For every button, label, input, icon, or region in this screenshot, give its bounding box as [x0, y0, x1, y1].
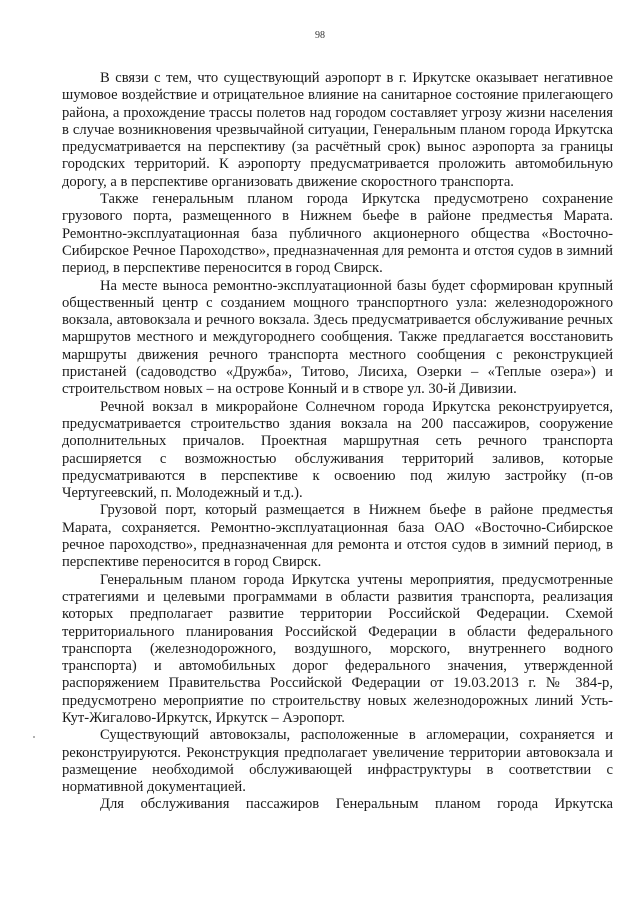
page-number: 98: [315, 30, 325, 41]
paragraph-bus-stations: Существующий автовокзалы, расположенные в агломерации, сохраняется и реконструируются. Реконструкция предполагает увеличение территории автовокзала и размещение необходимой обслуживающей инфраструктуры в соответствии с нормативной документацией.: [62, 727, 613, 796]
paragraph-river-station: Речной вокзал в микрорайоне Солнечном города Иркутска реконструируется, предусматривается строительство здания вокзала на 200 пассажиров, сооружение дополнительных причалов. Проектная маршрутная сеть речного транспорта расширяется с возможностью обслуживания территорий заливов, которые предусматриваются в перспективе к освоению под жилую застройку (п-ов Чертугеевский, п. Молодежный и т.д.).: [62, 398, 613, 502]
paragraph-airport: В связи с тем, что существующий аэропорт в г. Иркутске оказывает негативное шумовое воздействие и отрицательное влияние на санитарное состояние прилегающего района, а прохождение трассы полетов над городом составляет угрозу жизни населения в случае возникновения чрезвычайной ситуации, Генеральным планом города Иркутска предусматривается на перспективу (за расчётный срок) вынос аэропорта за границы городских территорий. К аэропорту предусматривается проложить автомобильную дорогу, а в перспективе организовать движение скоростного транспорта.: [62, 70, 613, 190]
margin-mark: [33, 736, 35, 738]
paragraph-federal-programs: Генеральным планом города Иркутска учтены мероприятия, предусмотренные стратегиями и целевыми программами в области развития транспорта, реализация которых предполагает развитие территории Российской Федерации. Схемой территориального планирования Российской Федерации в области федерального транспорта (железнодорожного, воздушного, морского, внутреннего водного транспорта) и автомобильных дорог федерального значения, утвержденной распоряжением Правительства Российской Федерации от 19.03.2013 г. № 384-р, предусмотрено мероприятие по строительству новых железнодорожных линий Усть-Кут-Жигалово-Иркутск, Иркутск – Аэропорт.: [62, 571, 613, 726]
document-body: [62, 70, 613, 814]
paragraph-passenger-service: Для обслуживания пассажиров Генеральным планом города Иркутска: [100, 796, 613, 813]
paragraph-transport-hub: На месте выноса ремонтно-эксплуатационной базы будет сформирован крупный общественный центр с созданием мощного транспортного узла: железнодорожного вокзала, автовокзала и речного вокзала. Здесь предусматривается обслуживание речных маршрутов местного и междугороднего сообщения. Также предлагается восстановить маршруты движения речного транспорта местного сообщения с реконструкцией пристаней (садоводство «Дружба», Титово, Лисиха, Озерки – «Теплые озера») и строительством новых – на острове Конный и в створе ул. 30-й Дивизии.: [62, 277, 613, 398]
paragraph-cargo-port: Также генеральным планом города Иркутска предусмотрено сохранение грузового порта, размещенного в Нижнем бьефе в районе предместья Марата. Ремонтно-эксплуатационная база публичного акционерного общества «Восточно-Сибирское Речное Пароходство», предназначенная для ремонта и отстоя судов в зимний период, в перспективе переносится в город Свирск.: [62, 191, 613, 277]
paragraph-cargo-port-preserved: Грузовой порт, который размещается в Нижнем бьефе в районе предместья Марата, сохраняется. Ремонтно-эксплуатационная база ОАО «Восточно-Сибирское речное пароходство», предназначенная для ремонта и отстоя судов в зимний период, в перспективе переносится в город Свирск.: [62, 502, 613, 571]
